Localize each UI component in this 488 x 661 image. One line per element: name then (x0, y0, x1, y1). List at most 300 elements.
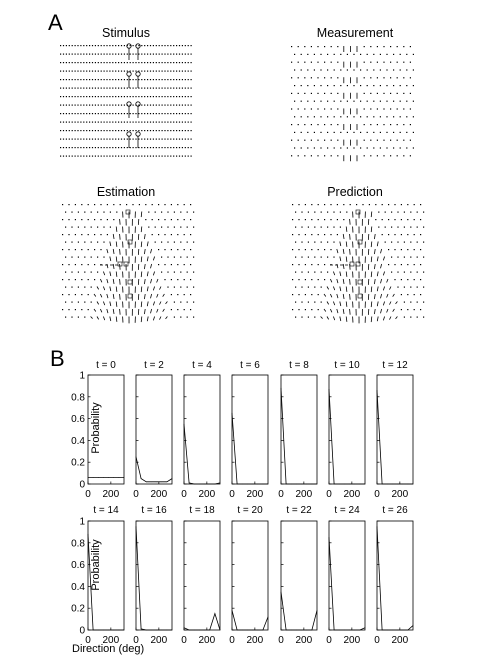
data-point (339, 630, 340, 631)
measurement-dot (390, 62, 391, 63)
prediction-vector (346, 272, 347, 277)
measurement-dot (364, 46, 365, 47)
prediction-vector (337, 294, 338, 298)
measurement-dot (383, 62, 384, 63)
stimulus-dot (66, 122, 67, 123)
stimulus-dot (182, 62, 183, 63)
data-point (286, 630, 287, 631)
estimation-dot (81, 294, 82, 295)
stimulus-dot (164, 113, 165, 114)
estimation-dot (164, 279, 165, 280)
measurement-dot (324, 108, 325, 109)
stimulus-dot (153, 113, 154, 114)
measurement-dot (301, 101, 302, 102)
estimation-dot (193, 242, 194, 243)
stimulus-dot (109, 105, 110, 106)
estimation-dot (62, 204, 63, 205)
data-point (317, 610, 318, 611)
stimulus-dot (153, 79, 154, 80)
stimulus-dot (153, 62, 154, 63)
prediction-dot (311, 294, 312, 295)
measurement-dot (304, 140, 305, 141)
prediction-dot (394, 249, 395, 250)
stimulus-dot (173, 62, 174, 63)
stimulus-dot (176, 96, 177, 97)
stimulus-dot (83, 147, 84, 148)
y-axis-label-row1: Probability (90, 402, 102, 454)
measurement-dot (340, 116, 341, 117)
stimulus-dot (185, 113, 186, 114)
stimulus-dot (147, 113, 148, 114)
stimulus-dot (60, 45, 61, 46)
stimulus-dot (173, 45, 174, 46)
stimulus-dot (104, 139, 105, 140)
prediction-dot (407, 279, 408, 280)
prediction-dot (321, 212, 322, 213)
measurement-dot (364, 155, 365, 156)
probability-line (232, 413, 268, 484)
stimulus-dot (167, 122, 168, 123)
stimulus-dot (162, 71, 163, 72)
measurement-dot (380, 101, 381, 102)
stimulus-dot (150, 130, 151, 131)
stimulus-dot (127, 130, 128, 131)
prediction-dot (301, 227, 302, 228)
measurement-dot (370, 62, 371, 63)
stimulus-dot (104, 79, 105, 80)
stimulus-dot (127, 88, 128, 89)
stimulus-dot (98, 71, 99, 72)
prediction-dot (410, 302, 411, 303)
prediction-dot (378, 227, 379, 228)
stimulus-dot (101, 130, 102, 131)
estimation-dot (190, 294, 191, 295)
measurement-dot (360, 54, 361, 55)
x-tick-label: 200 (150, 635, 168, 646)
estimation-marker (128, 294, 132, 298)
stimulus-dot (133, 147, 134, 148)
x-axis-label: Direction (deg) (72, 643, 145, 655)
estimation-dot (184, 219, 185, 220)
estimation-vector (120, 279, 121, 285)
prediction-dot (420, 279, 421, 280)
estimation-vector (120, 219, 121, 225)
stimulus-dot (159, 62, 160, 63)
stimulus-dot (191, 54, 192, 55)
stimulus-dot (115, 71, 116, 72)
stimulus-dot (150, 45, 151, 46)
prediction-dot (301, 242, 302, 243)
stimulus-dot (121, 71, 122, 72)
data-point (189, 630, 190, 631)
prediction-dot (388, 249, 389, 250)
stimulus-dot (75, 105, 76, 106)
stimulus-dot (127, 79, 128, 80)
stimulus-dot (92, 139, 93, 140)
measurement-dot (373, 147, 374, 148)
stimulus-dot (176, 156, 177, 157)
measurement-dot (410, 124, 411, 125)
y-tick-label: 1 (79, 370, 85, 382)
estimation-dot (145, 219, 146, 220)
prediction-dot (318, 219, 319, 220)
estimation-dot (193, 257, 194, 258)
data-point (103, 630, 104, 631)
stimulus-dot (138, 54, 139, 55)
stimulus-dot (77, 147, 78, 148)
stimulus-dot (144, 147, 145, 148)
prediction-vector (343, 294, 344, 299)
stimulus-dot (150, 79, 151, 80)
chart-title: t = 22 (286, 505, 312, 516)
estimation-vector (107, 309, 108, 313)
estimation-dot (193, 302, 194, 303)
stimulus-dot (188, 122, 189, 123)
stimulus-dot (69, 71, 70, 72)
stimulus-dot (95, 88, 96, 89)
estimation-dot (180, 317, 181, 318)
estimation-dot (193, 272, 194, 273)
stimulus-marker (136, 132, 140, 136)
stimulus-dot (60, 79, 61, 80)
stimulus-dot (179, 122, 180, 123)
data-point (247, 484, 248, 485)
stimulus-dot (95, 113, 96, 114)
chart-title: t = 16 (141, 505, 167, 516)
data-point (199, 484, 200, 485)
prediction-vector (340, 287, 341, 291)
measurement-dot (320, 147, 321, 148)
prediction-vector (337, 309, 338, 313)
measurement-dot (386, 132, 387, 133)
stimulus-dot (182, 79, 183, 80)
stimulus-dot (185, 147, 186, 148)
estimation-dot (171, 294, 172, 295)
prediction-vector (327, 302, 329, 305)
estimation-dot (107, 234, 108, 235)
y-tick-label: 0.8 (71, 538, 85, 550)
prediction-dot (318, 234, 319, 235)
data-point (119, 630, 120, 631)
data-point (184, 628, 185, 629)
prediction-vector (371, 272, 372, 278)
measurement-dot (383, 124, 384, 125)
stimulus-dot (162, 96, 163, 97)
stimulus-dot (179, 147, 180, 148)
data-point (329, 537, 330, 538)
stimulus-dot (170, 156, 171, 157)
stimulus-dot (147, 130, 148, 131)
prediction-dot (420, 249, 421, 250)
data-point (141, 629, 142, 630)
measurement-dot (410, 46, 411, 47)
estimation-vector (151, 294, 152, 298)
stimulus-dot (63, 45, 64, 46)
stimulus-dot (112, 139, 113, 140)
estimation-vector (120, 234, 121, 240)
prediction-dot (407, 294, 408, 295)
prediction-dot (311, 249, 312, 250)
prediction-dot (298, 264, 299, 265)
stimulus-dot (66, 45, 67, 46)
prediction-vector (350, 279, 351, 285)
prediction-dot (337, 204, 338, 205)
stimulus-dot (89, 113, 90, 114)
prediction-vector (350, 219, 351, 225)
stimulus-dot (170, 62, 171, 63)
estimation-vector (141, 212, 142, 218)
data-point (156, 482, 157, 483)
prediction-vector (377, 242, 378, 247)
data-point (365, 484, 366, 485)
stimulus-dot (141, 113, 142, 114)
stimulus-dot (170, 96, 171, 97)
chart-panel (229, 505, 268, 646)
estimation-vector (100, 309, 101, 312)
prediction-dot (314, 287, 315, 288)
prediction-dot (420, 204, 421, 205)
stimulus-dot (92, 54, 93, 55)
stimulus-dot (179, 54, 180, 55)
prediction-vector (374, 234, 375, 239)
measurement-dot (360, 85, 361, 86)
estimation-vector (141, 287, 142, 293)
estimation-dot (81, 204, 82, 205)
measurement-dot (334, 132, 335, 133)
measurement-dot (340, 69, 341, 70)
estimation-dot (180, 212, 181, 213)
x-tick-label: 200 (343, 489, 361, 500)
stimulus-dot (83, 88, 84, 89)
estimation-dot (167, 212, 168, 213)
stimulus-dot (115, 113, 116, 114)
prediction-vector (387, 279, 388, 283)
estimation-dot (184, 204, 185, 205)
stimulus-dot (69, 113, 70, 114)
measurement-dot (370, 140, 371, 141)
chart-title: t = 10 (334, 360, 360, 371)
measurement-dot (320, 132, 321, 133)
data-point (360, 630, 361, 631)
stimulus-dot (124, 71, 125, 72)
stimulus-dot (138, 147, 139, 148)
prediction-dot (321, 257, 322, 258)
stimulus-dot (89, 130, 90, 131)
prediction-dot (298, 234, 299, 235)
estimation-dot (187, 227, 188, 228)
stimulus-dot (173, 139, 174, 140)
prediction-vector (330, 279, 331, 282)
measurement-dot (373, 85, 374, 86)
stimulus-dot (127, 156, 128, 157)
data-point (306, 630, 307, 631)
estimation-dot (155, 242, 156, 243)
stimulus-dot (179, 62, 180, 63)
x-tick-label: 200 (102, 635, 120, 646)
stimulus-dot (141, 96, 142, 97)
stimulus-dot (144, 139, 145, 140)
estimation-dot (161, 257, 162, 258)
estimation-dot (110, 212, 111, 213)
measurement-dot (380, 116, 381, 117)
measurement-dot (324, 140, 325, 141)
measurement-dot (317, 140, 318, 141)
stimulus-dot (75, 139, 76, 140)
stimulus-dot (83, 105, 84, 106)
y-tick-label: 0.6 (71, 560, 85, 572)
stimulus-dot (60, 71, 61, 72)
estimation-vector (147, 317, 148, 322)
measurement-dot (413, 85, 414, 86)
chart-title: t = 26 (382, 505, 408, 516)
stimulus-dot (80, 130, 81, 131)
stimulus-dot (130, 88, 131, 89)
stimulus-dot (138, 79, 139, 80)
probability-line (377, 390, 413, 484)
stimulus-dot (80, 105, 81, 106)
prediction-dot (414, 264, 415, 265)
measurement-dot (393, 69, 394, 70)
estimation-dot (148, 227, 149, 228)
stimulus-dot (182, 71, 183, 72)
stimulus-dot (109, 139, 110, 140)
estimation-dot (161, 227, 162, 228)
estimation-marker (128, 240, 132, 244)
measurement-dot (367, 69, 368, 70)
prediction-dot (311, 219, 312, 220)
prediction-dot (414, 204, 415, 205)
data-point (189, 483, 190, 484)
prediction-vector (377, 287, 378, 292)
prediction-dot (404, 272, 405, 273)
stimulus-dot (185, 122, 186, 123)
probability-line (232, 610, 268, 630)
stimulus-dot (72, 54, 73, 55)
stimulus-dot (176, 88, 177, 89)
measurement-dot (301, 54, 302, 55)
stimulus-dot (72, 130, 73, 131)
stimulus-dot (83, 45, 84, 46)
stimulus-dot (115, 139, 116, 140)
stimulus-dot (83, 96, 84, 97)
stimulus-dot (112, 79, 113, 80)
stimulus-dot (77, 105, 78, 106)
measurement-dot (331, 93, 332, 94)
stimulus-dot (98, 62, 99, 63)
measurement-dot (383, 77, 384, 78)
estimation-dot (78, 287, 79, 288)
measurement-dot (377, 62, 378, 63)
stimulus-dot (138, 130, 139, 131)
chart-panel (278, 360, 317, 500)
estimation-dot (75, 279, 76, 280)
prediction-dot (417, 287, 418, 288)
measurement-dot (327, 116, 328, 117)
stimulus-dot (173, 156, 174, 157)
prediction-vector (337, 279, 338, 283)
measurement-dot (301, 147, 302, 148)
estimation-dot (65, 272, 66, 273)
prediction-dot (362, 204, 363, 205)
measurement-dot (311, 93, 312, 94)
stimulus-marker (136, 72, 140, 76)
stimulus-dot (80, 88, 81, 89)
measurement-dot (347, 69, 348, 70)
stimulus-dot (95, 71, 96, 72)
stimulus-dot (176, 139, 177, 140)
stimulus-dot (176, 62, 177, 63)
prediction-dot (298, 219, 299, 220)
prediction-dot (295, 272, 296, 273)
measurement-dot (347, 85, 348, 86)
estimation-dot (62, 264, 63, 265)
stimulus-dot (106, 71, 107, 72)
estimation-dot (180, 302, 181, 303)
stimulus-dot (188, 147, 189, 148)
estimation-dot (71, 317, 72, 318)
estimation-vector (157, 309, 158, 313)
estimation-dot (91, 212, 92, 213)
prediction-vector (381, 294, 382, 298)
stimulus-dot (191, 122, 192, 123)
stimulus-dot (179, 130, 180, 131)
measurement-dot (390, 140, 391, 141)
measurement-dot (307, 101, 308, 102)
prediction-marker (358, 294, 362, 298)
prediction-dot (414, 309, 415, 310)
stimulus-dot (173, 130, 174, 131)
stimulus-dot (156, 130, 157, 131)
stimulus-dot (138, 88, 139, 89)
measurement-dot (304, 93, 305, 94)
estimation-dot (91, 302, 92, 303)
stimulus-dot (121, 96, 122, 97)
stimulus-dot (170, 105, 171, 106)
measurement-dot (304, 62, 305, 63)
estimation-vector (120, 294, 121, 300)
prediction-dot (375, 219, 376, 220)
measurement-dot (324, 93, 325, 94)
data-point (387, 630, 388, 631)
prediction-dot (369, 204, 370, 205)
stimulus-marker (127, 72, 131, 76)
stimulus-dot (176, 147, 177, 148)
stimulus-dot (153, 105, 154, 106)
prediction-vector (383, 302, 384, 306)
stimulus-dot (109, 147, 110, 148)
measurement-dot (360, 132, 361, 133)
data-point (204, 484, 205, 485)
estimation-dot (190, 264, 191, 265)
stimulus-dot (80, 62, 81, 63)
estimation-dot (65, 317, 66, 318)
prediction-dot (404, 302, 405, 303)
prediction-dot (420, 294, 421, 295)
stimulus-dot (185, 62, 186, 63)
stimulus-dot (83, 54, 84, 55)
measurement-dot (337, 93, 338, 94)
estimation-dot (158, 219, 159, 220)
stimulus-dot (63, 88, 64, 89)
prediction-dot (305, 219, 306, 220)
stimulus-dot (60, 105, 61, 106)
stimulus-dot (104, 105, 105, 106)
stimulus-dot (69, 139, 70, 140)
prediction-dot (311, 234, 312, 235)
estimation-dot (174, 257, 175, 258)
x-tick-label: 200 (246, 635, 264, 646)
prediction-vector-field (292, 204, 424, 323)
